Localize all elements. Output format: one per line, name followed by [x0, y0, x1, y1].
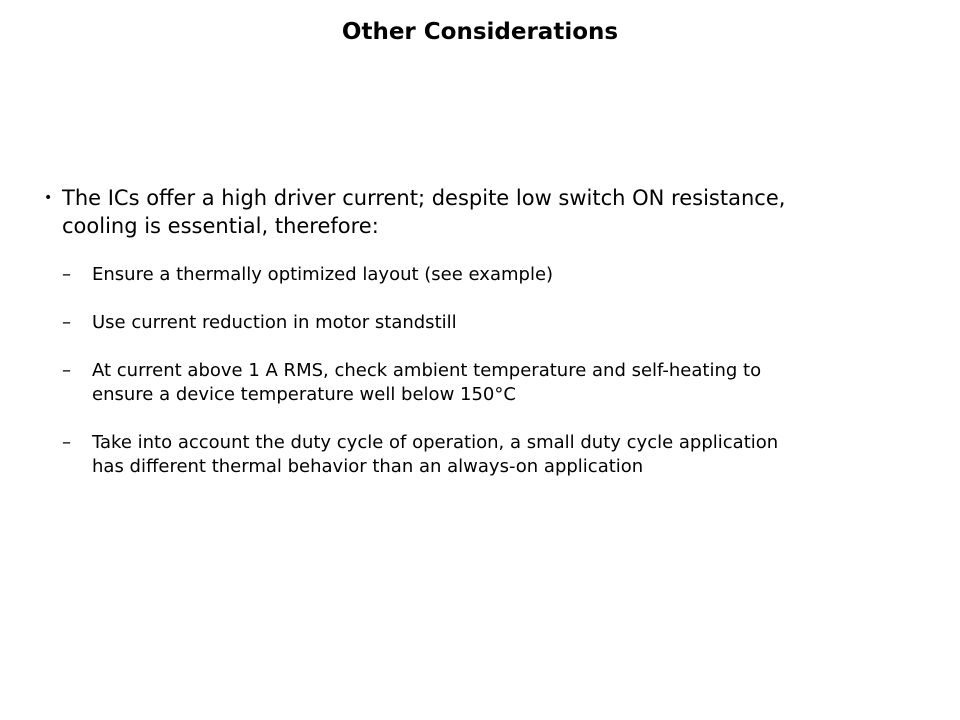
- sub-bullet-text: At current above 1 A RMS, check ambient temperature and self-heating to ensure a device temperature well below 150°C: [92, 360, 762, 405]
- sub-bullet-text: Ensure a thermally optimized layout (see example): [92, 264, 554, 285]
- sub-bullet-marker: –: [62, 312, 71, 333]
- sub-bullet-duty-cycle: [62, 431, 922, 479]
- sub-bullet-current-reduction: [62, 311, 922, 335]
- sub-bullet-text: Take into account the duty cycle of operation, a small duty cycle application has different thermal behavior than an always-on application: [92, 432, 779, 477]
- bullet-marker: •: [44, 190, 53, 206]
- sub-bullet-text: Use current reduction in motor standstill: [92, 312, 457, 333]
- sub-bullet-marker: –: [62, 360, 71, 381]
- sub-bullet-temperature-check: [62, 359, 922, 407]
- main-bullet: [44, 184, 924, 240]
- sub-bullet-list: [62, 263, 922, 503]
- sub-bullet-marker: –: [62, 264, 71, 285]
- sub-bullet-thermal-layout: [62, 263, 922, 287]
- slide-title: Other Considerations: [341, 19, 619, 45]
- main-bullet-text: The ICs offer a high driver current; despite low switch ON resistance, cooling is essential, therefore:: [62, 186, 786, 238]
- sub-bullet-marker: –: [62, 432, 71, 453]
